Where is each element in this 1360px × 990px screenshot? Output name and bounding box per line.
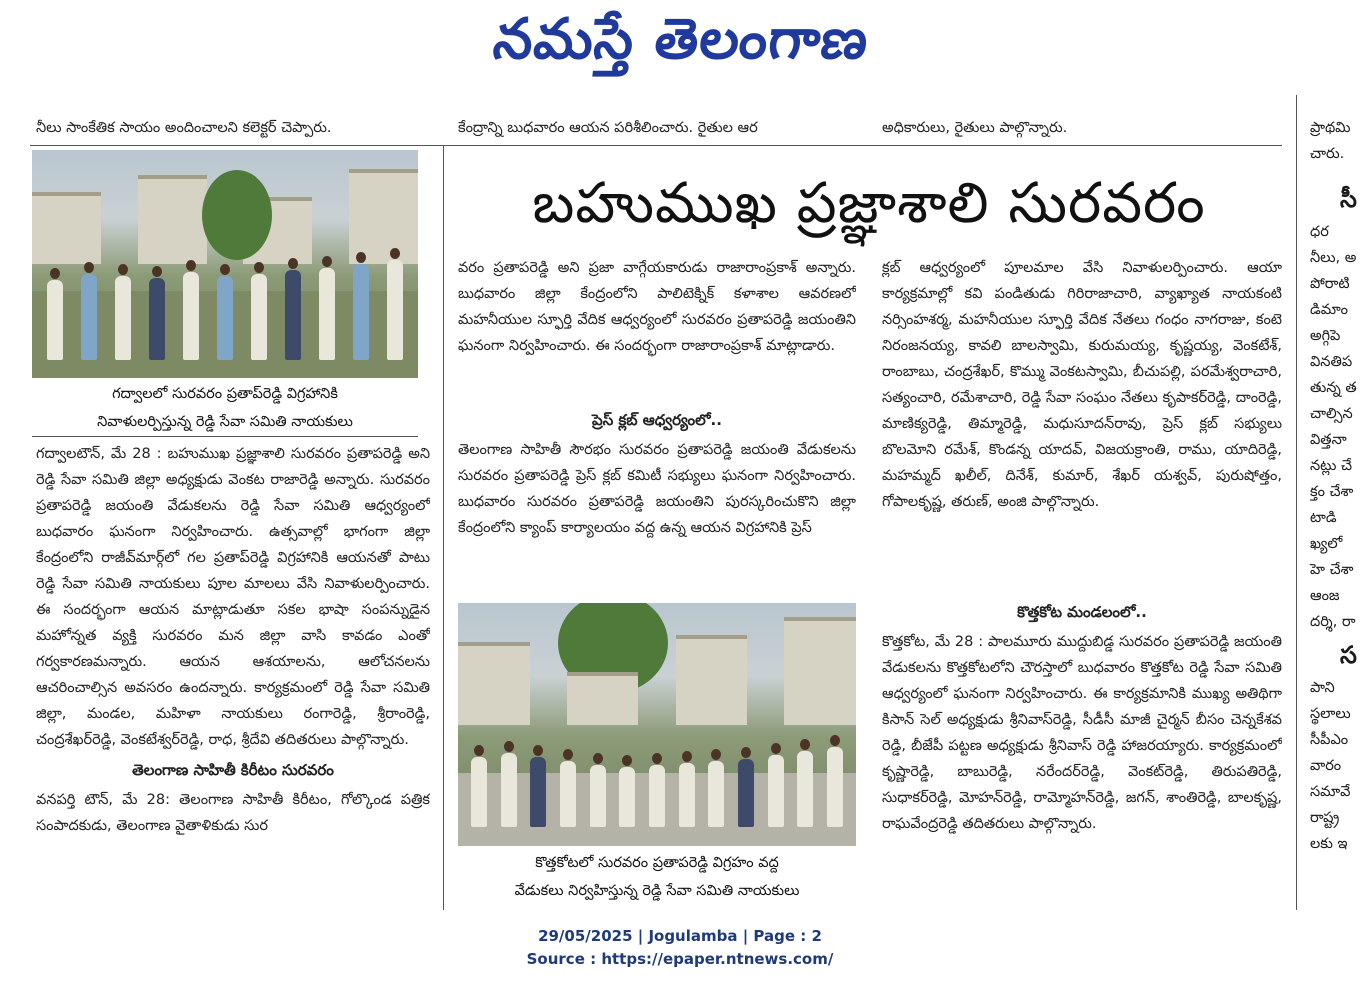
headline: బహుముఖ ప్రజ్ఞాశాలి సురవరం bbox=[532, 170, 1206, 236]
page-footer bbox=[0, 925, 1360, 971]
column-3-top bbox=[882, 255, 1282, 585]
subheading: కొత్తకోట మండలంలో.. bbox=[1017, 603, 1147, 621]
subheading: ప్రెస్ క్లబ్ ఆధ్వర్యంలో.. bbox=[592, 411, 722, 429]
masthead bbox=[0, 0, 1360, 92]
top-strip-text: కేంద్రాన్ని బుధవారం ఆయన పరిశీలించారు. రైతుల ఆర bbox=[458, 120, 758, 136]
right-edge-column: ప్రాథమి చారు. సీ ధర నీలు, అ పోరాటి డిమాం అగ్గిపె వినతిప తున్న త చాల్సిన విత్తనా నట్లు చే క్తం చేశా టాడి ఖ్యలో హె చేశా ఆంజ దర్శి, రా స పాని స్థలాలు సీపీఎం వారం సమావే రాష్ట్ర లకు ఇ bbox=[1310, 120, 1357, 852]
top-strip-col3 bbox=[882, 95, 1282, 141]
article-body: వనపర్తి టౌన్, మే 28: తెలంగాణ సాహితీ కిరీటం, గోల్కొండ పత్రిక సంపాదకుడు, తెలంగాణ వైతాళికుడు సుర bbox=[36, 792, 430, 834]
article-body: క్లబ్ ఆధ్వర్యంలో పూలమాల వేసి నివాళులర్పించారు. ఆయా కార్యక్రమాల్లో కవి పండితుడు గిరిరాజాచారి, వ్యాఖ్యాత నాయకంటి నర్సింహశర్మ, మహనీయుల స్ఫూర్తి వేదిక నేతలు గంధం నాగరాజు, కంటె నిరంజనయ్య, కావలి బాలస్వామి, కురుమయ్య, కృష్ణయ్య, వెంకటేశ్, రాంబాబు, చంద్రశేఖర్, కొమ్ము వెంకటస్వామి, బీచుపల్లి, పరమేశ్వరాచారి, సత్యంచారి, రమేశాచారి, రెడ్డి సేవా సంఘం నేతలు కృపాకర్‌రెడ్డి, దాంరెడ్డి, మాణిక్యరెడ్డి, తిమ్మారెడ్డి, మధుసూదన్‌రావు, ప్రెస్ క్లబ్ సభ్యులు బొలమోని రమేశ్, కొండన్న యాదవ్, విజయక్రాంతి, రాము, యాదిరెడ్డి, మహమ్మద్ ఖలీల్, దినేశ్, కుమార్, శేఖర్ యశ్వవ్, పురుషోత్తం, గోపాలకృష్ణ, తరుణ్, అంజి పాల్గొన్నారు. bbox=[882, 260, 1282, 510]
article-body: వరం ప్రతాపరెడ్డి అని ప్రజా వాగ్గేయకారుడు రాజారాంప్రకాశ్ అన్నారు. బుధవారం జిల్లా కేంద్రంలోని పాలిటెక్నిక్ కళాశాల ఆవరణలో మహనీయుల స్ఫూర్తి వేదిక ఆధ్వర్యంలో సురవరం ప్రతాపరెడ్డి జయంతిని ఘనంగా నిర్వహించారు. ఈ సందర్భంగా రాజారాంప్రకాశ్ మాట్లాడారు. bbox=[458, 260, 856, 354]
top-strip-col2 bbox=[458, 95, 856, 141]
photo-gadwal bbox=[32, 150, 418, 378]
photo-kothakota bbox=[458, 603, 856, 846]
divider bbox=[443, 145, 444, 910]
column-3-bottom bbox=[882, 595, 1282, 910]
top-strip-col1 bbox=[36, 95, 428, 141]
column-2-middle bbox=[458, 403, 856, 588]
left-edge-column bbox=[0, 95, 24, 910]
divider bbox=[1296, 95, 1297, 910]
photo-caption-kothakota: కొత్తకోటలో సురవరం ప్రతాపరెడ్డి విగ్రహం వద్ద వేడుకలు నిర్వహిస్తున్న రెడ్డి సేవా సమితి నాయకులు bbox=[514, 855, 800, 899]
edition-info: 29/05/2025 | Jogulamba | Page : 2 bbox=[538, 927, 822, 945]
newspaper-page bbox=[0, 95, 1360, 910]
article-body: కొత్తకోట, మే 28 : పాలమూరు ముద్దుబిడ్డ సురవరం ప్రతాపరెడ్డి జయంతి వేడుకలను కొత్తకోటలోని చౌరస్తాలో బుధవారం కొత్తకోట రెడ్డి సేవా సమితి ఆధ్వర్యంలో ఘనంగా నిర్వహించారు. ఈ కార్యక్రమానికి ముఖ్య అతిథిగా కిసాన్ సెల్ అధ్యక్షుడు శ్రీనివాస్‌రెడ్డి, సీడీసీ మాజీ చైర్మన్ బీసం చెన్నకేశవ రెడ్డి, బీజేపీ పట్టణ అధ్యక్షుడు శ్రీనివాస్ రెడ్డి హాజరయ్యారు. కార్యక్రమంలో కృష్ణారెడ్డి, బాబురెడ్డి, నరేందర్‌రెడ్డి, వెంకట్‌రెడ్డి, తిరుపతిరెడ్డి, సుధాకర్‌రెడ్డి, మోహన్‌రెడ్డి, రామ్మోహన్‌రెడ్డి, జగన్, శాంతిరెడ్డి, బాలకృష్ణ, రాఘవేంద్రరెడ్డి తదితరులు పాల్గొన్నారు. bbox=[882, 634, 1282, 832]
source-link[interactable]: Source : https://epaper.ntnews.com/ bbox=[526, 950, 834, 968]
article-body: గద్వాలటౌన్, మే 28 : బహుముఖ ప్రజ్ఞాశాలి సురవరం ప్రతాపరెడ్డి అని రెడ్డి సేవా సమితి జిల్లా అధ్యక్షుడు వెంకట రాజారెడ్డి అన్నారు. సురవరం ప్రతాపరెడ్డి జయంతి వేడుకలను రెడ్డి సేవా సమితి ఆధ్వర్యంలో బుధవారం ఘనంగా నిర్వహించారు. ఉత్సవాల్లో భాగంగా జిల్లా కేంద్రంలోని రాజీవ్‌మార్గ్‌లో గల ప్రతాప్‌రెడ్డి విగ్రహానికి ఆయనతో పాటు రెడ్డి సేవా సమితి నాయకులు పూల మాలలు వేసి నివాళులర్పించారు. ఈ సందర్భంగా ఆయన మాట్లాడుతూ సకల భాషా సంపన్నుడైన మహోన్నత వ్యక్తి సురవరం మన జిల్లా వాసి కావడం ఎంతో గర్వకారణమన్నారు. ఆయన ఆశయాలను, ఆలోచనలను ఆచరించాల్సిన అవసరం ఉందన్నారు. కార్యక్రమంలో రెడ్డి సేవా సమితి జిల్లా, మండల, మహిళా నాయకులు రంగారెడ్డి, శ్రీరాంరెడ్డి, చంద్రశేఖర్‌రెడ్డి, వెంకటేశ్వర్‌రెడ్డి, రాధ, శ్రీదేవి తదితరులు పాల్గొన్నారు. bbox=[36, 446, 430, 748]
article-body: తెలంగాణ సాహితీ సౌరభం సురవరం ప్రతాపరెడ్డి జయంతి వేడుకలను సురవరం ప్రతాపరెడ్డి ప్రెస్ క్లబ్ కమిటీ సభ్యులు ఘనంగా నిర్వహించారు. బుధవారం సురవరం ప్రతాపరెడ్డి జయంతిని పురస్కరించుకొని జిల్లా కేంద్రంలోని క్యాంప్ కార్యాలయం వద్ద ఉన్న ఆయన విగ్రహానికి ప్రెస్ bbox=[458, 442, 856, 536]
photo-caption-gadwal: గద్వాలలో సురవరం ప్రతాప్‌రెడ్డి విగ్రహానికి నివాళులర్పిస్తున్న రెడ్డి సేవా సమితి నాయకులు bbox=[32, 380, 418, 437]
top-strip-text: నీలు సాంకేతిక సాయం అందించాలని కలెక్టర్ చెప్పారు. bbox=[36, 120, 332, 136]
column-1 bbox=[36, 441, 430, 910]
subheading: తెలంగాణ సాహితీ కిరీటం సురవరం bbox=[132, 761, 334, 779]
column-2-top bbox=[458, 255, 856, 395]
divider bbox=[30, 145, 1282, 146]
newspaper-logo: నమస్తే తెలంగాణ bbox=[489, 6, 872, 72]
top-strip-text: అధికారులు, రైతులు పాల్గొన్నారు. bbox=[882, 120, 1068, 136]
